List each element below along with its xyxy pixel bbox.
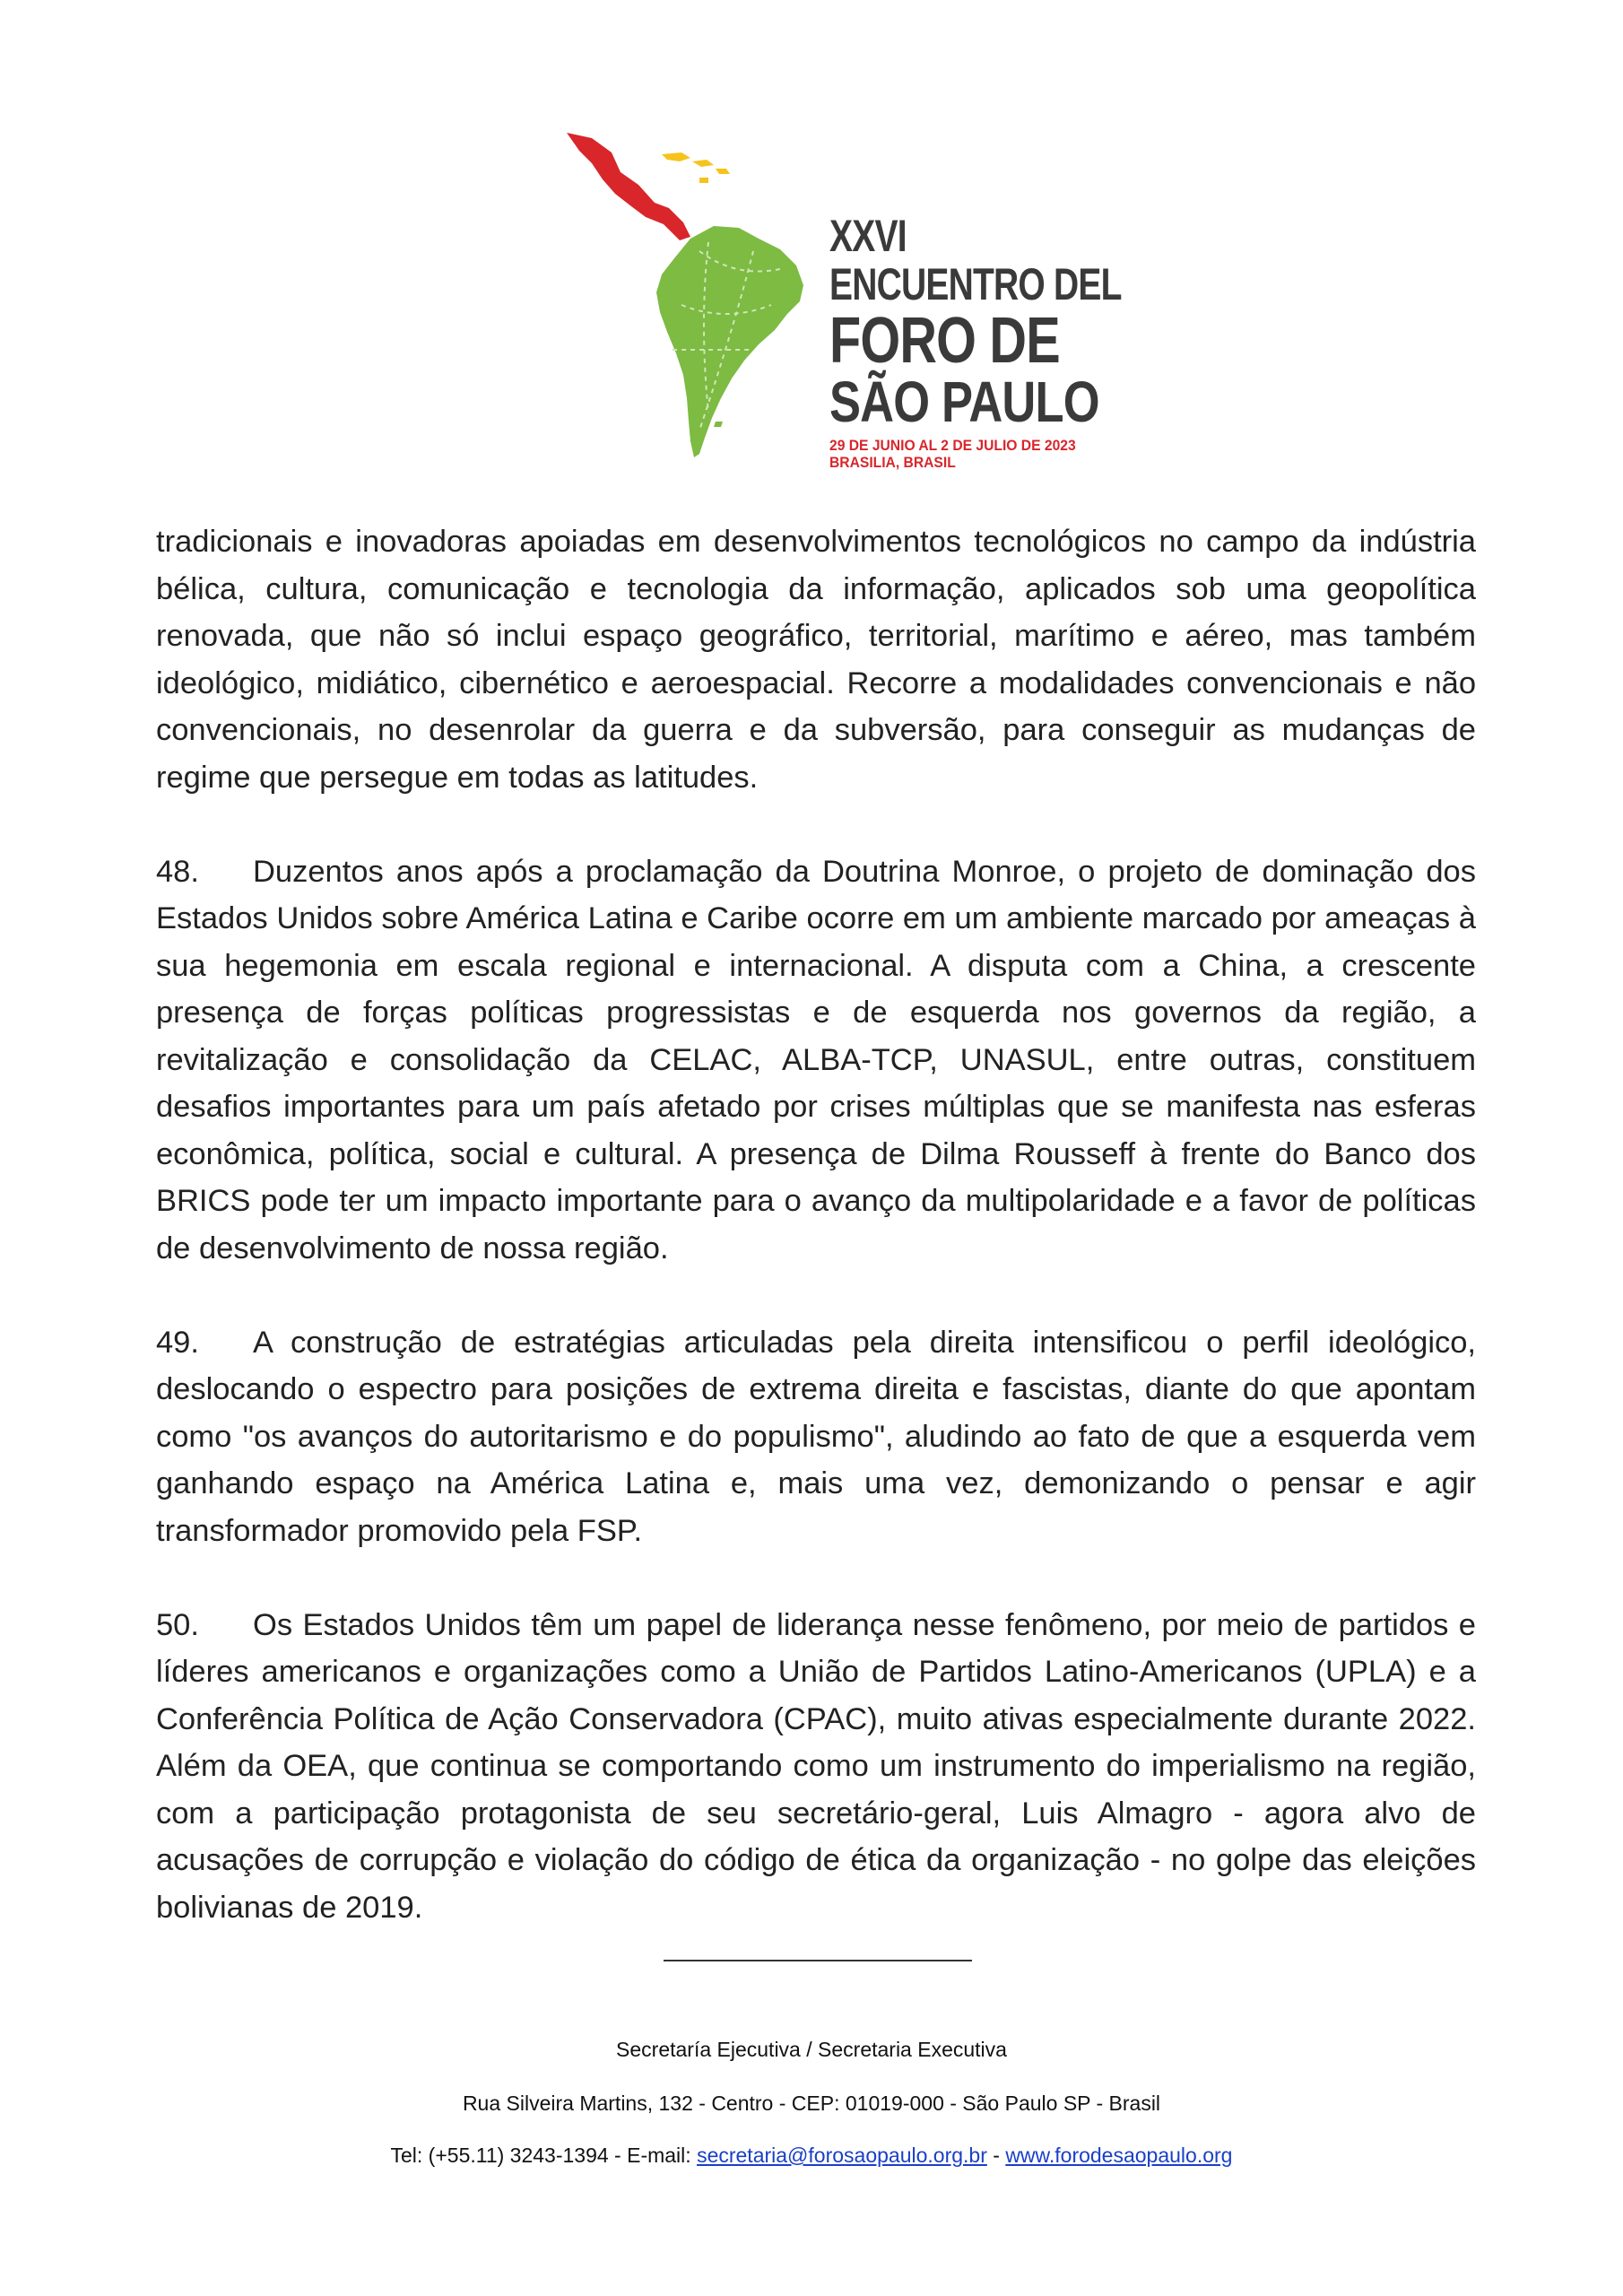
- paragraph-number: 48.: [156, 854, 199, 889]
- logo-forum: FORO DE: [829, 305, 1060, 377]
- logo-date: 29 DE JUNIO AL 2 DE JULIO DE 2023: [829, 437, 1076, 454]
- paragraph-text: Duzentos anos após a proclamação da Doutrina Monroe, o projeto de dominação dos Estados Unidos sobre América Latina e Caribe ocorre em um ambiente marcado por ameaças à sua hegemonia em escala regional e internacional. A disputa com a China, a crescente presença de forças políticas progressistas e de esquerda nos governos da região, a revitalização e consolidação da CELAC, ALBA-TCP, UNASUL, entre outras, constituem desafios importantes para um país afetado por crises múltiplas que se manifesta nas esferas econômica, política, social e cultural. A presença de Dilma Rousseff à frente do Banco dos BRICS pode ter um impacto importante para o avanço da multipolaridade e a favor de políticas de desenvolvimento de nossa região.: [156, 854, 1476, 1265]
- paragraph-49: [156, 1319, 1476, 1555]
- website-link[interactable]: www.forodesaopaulo.org: [1005, 2144, 1233, 2167]
- document-body: [156, 518, 1476, 1979]
- paragraph-48: [156, 848, 1476, 1273]
- paragraph-text: A construção de estratégias articuladas pela direita intensificou o perfil ideológico, deslocando o espectro para posições de extrema direita e fascistas, diante do que apontam como "os avanços do autoritarismo e do populismo", aludindo ao fato de que a esquerda vem ganhando espaço na América Latina e, mais uma vez, demonizando o pensar e agir transformador promovido pela FSP.: [156, 1325, 1476, 1548]
- footer-phone: Tel: (+55.11) 3243-1394 - E-mail:: [390, 2144, 698, 2167]
- footer-divider: [664, 1960, 972, 1961]
- email-link[interactable]: secretaria@forosaopaulo.org.br: [697, 2144, 987, 2167]
- logo-encounter: ENCUENTRO DEL: [829, 259, 1122, 309]
- logo-place: BRASILIA, BRASIL: [829, 454, 956, 471]
- footer-secretariat: Secretaría Ejecutiva / Secretaria Executiva: [616, 2038, 1007, 2061]
- paragraph-text: tradicionais e inovadoras apoiadas em desenvolvimentos tecnológicos no campo da indústria bélica, cultura, comunicação e tecnologia da informação, aplicados sob uma geopolítica renovada, que não só inclui espaço geográfico, territorial, marítimo e aéreo, mas também ideológico, midiático, cibernético e aeroespacial. Recorre a modalidades convencionais e não convencionais, no desenrolar da guerra e da subversão, para conseguir as mudanças de regime que persegue em todas as latitudes.: [156, 525, 1476, 795]
- paragraph-number: 49.: [156, 1325, 199, 1360]
- event-logo: [556, 126, 1122, 471]
- logo-city: SÃO PAULO: [829, 370, 1099, 434]
- paragraph-number: 50.: [156, 1607, 199, 1642]
- paragraph-continuation: [156, 518, 1476, 801]
- paragraph-50: [156, 1602, 1476, 1932]
- latin-america-map-icon: [556, 126, 825, 466]
- logo-wordmark: [829, 211, 1122, 471]
- paragraph-text: Os Estados Unidos têm um papel de liderança nesse fenômeno, por meio de partidos e líderes americanos e organizações como a União de Partidos Latino-Americanos (UPLA) e a Conferência Política de Ação Conservadora (CPAC), muito ativas especialmente durante 2022. Além da OEA, que continua se comportando como um instrumento do imperialismo na região, com a participação protagonista de seu secretário-geral, Luis Almagro - agora alvo de acusações de corrupção e violação do código de ética da organização - no golpe das eleições bolivianas de 2019.: [156, 1607, 1476, 1925]
- footer-separator: -: [986, 2144, 1006, 2167]
- footer-contact: [0, 2144, 1623, 2168]
- logo-edition: XXVI: [829, 211, 907, 261]
- footer-address: Rua Silveira Martins, 132 - Centro - CEP: 01019-000 - São Paulo SP - Brasil: [462, 2092, 1161, 2115]
